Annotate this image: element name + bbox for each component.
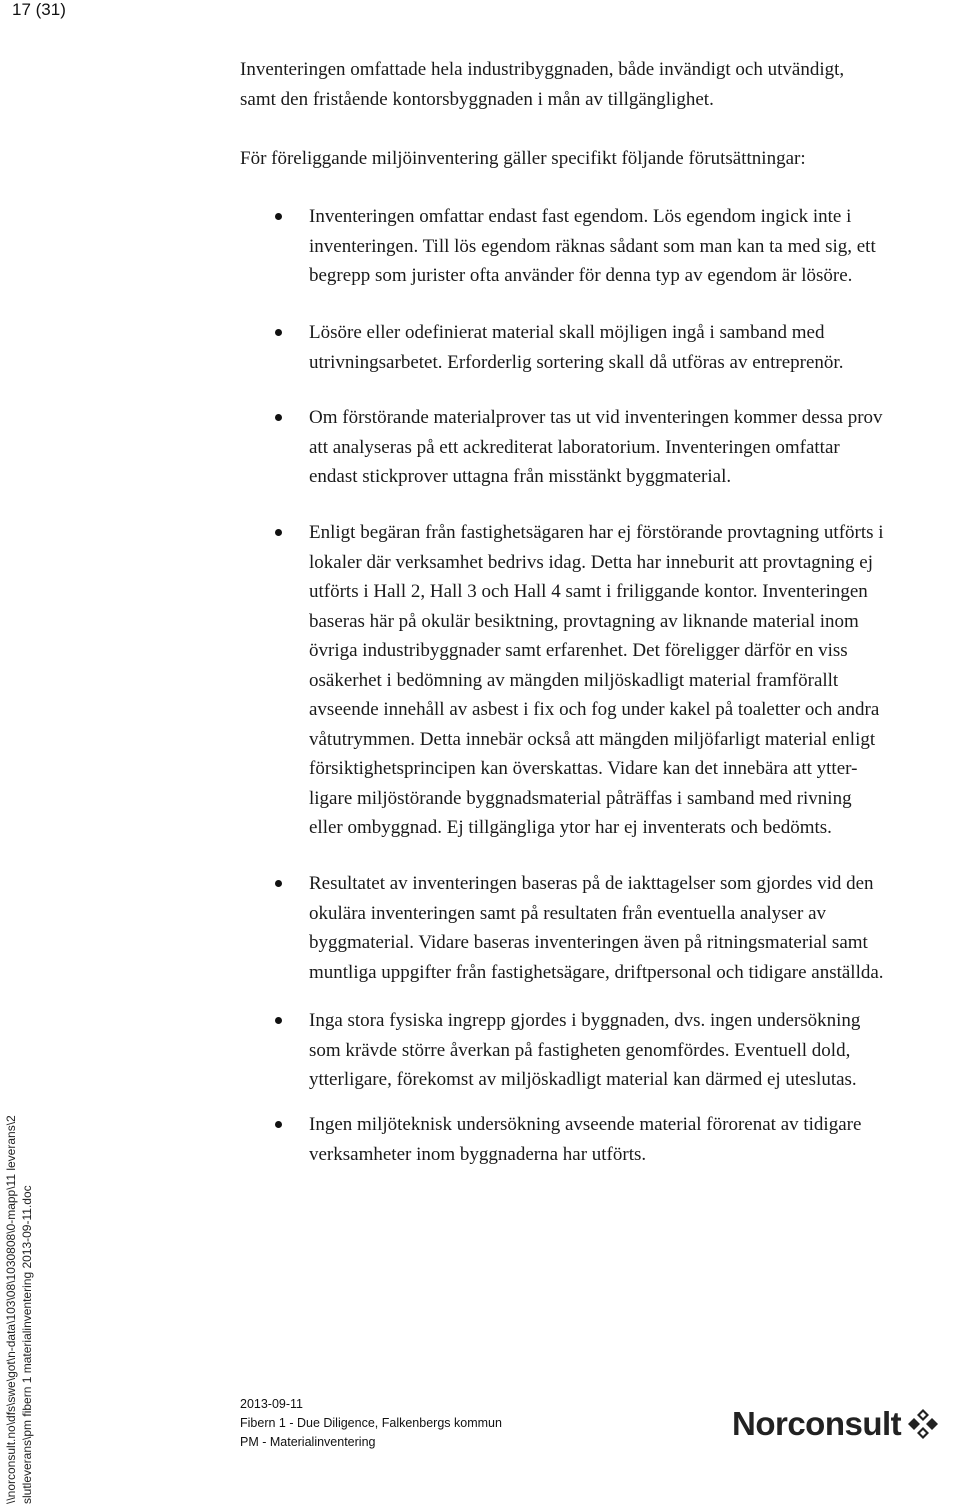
list-item-line: ligare miljöstörande byggnadsmaterial påträffas i samband med rivning [309, 787, 852, 809]
list-item-line: Om förstörande materialprover tas ut vid inventeringen kommer dessa prov [309, 407, 883, 428]
intro-line-2: samt den fristående kontorsbyggnaden i mån av tillgänglighet. [240, 89, 714, 110]
list-item-line: Enligt begäran från fastighetsägaren har ej förstörande provtagning utförts i [309, 522, 884, 543]
list-item-line: endast stickprover uttagna från misstänkt byggmaterial. [309, 466, 732, 487]
footer-date: 2013-09-11 [240, 1397, 304, 1411]
list-item-line: inventeringen. Till lös egendom räknas sådant som man kan ta med sig, ett [309, 235, 876, 257]
list-item [309, 403, 960, 492]
file-path-line-1: \\norconsult.no\dfs\swe\got\n-data\103\08\1030808\0-mapp\11 leverans\2 [4, 1115, 18, 1504]
list-item-line: att analyseras på ett ackrediterat laboratorium. Inventeringen omfattar [309, 436, 840, 458]
list-item [309, 1006, 960, 1095]
list-item-line: Resultatet av inventeringen baseras på de iakttagelser som gjordes vid den [309, 873, 874, 894]
file-path-line-2: slutleverans\pm fibern 1 materialinventering 2013-09-11.doc [20, 1185, 34, 1504]
list-item-line: eller ombyggnad. Ej tillgängliga ytor har ej inventerats och bedömts. [309, 817, 832, 838]
list-item-line: Ingen miljöteknisk undersökning avseende material förorenat av tidigare [309, 1114, 862, 1135]
page-number: 17 (31) [12, 0, 66, 19]
list-item-line: Inventeringen omfattar endast fast egendom. Lös egendom ingick inte i [309, 206, 852, 227]
list-item-line: Lösöre eller odefinierat material skall möjligen ingå i samband med [309, 322, 825, 343]
footer-doc-type: PM - Materialinventering [240, 1435, 376, 1449]
footer [240, 1395, 502, 1452]
list-item-line: okulära inventeringen samt på resultaten från eventuella analyser av [309, 902, 826, 924]
list-item-line: osäkerhet i bedömning av mängden miljöskadligt material framförallt [309, 669, 839, 691]
list-item-line: utrivningsarbetet. Erforderlig sortering skall då utföras av entreprenör. [309, 351, 844, 373]
list-item-line: ytterligare, förekomst av miljöskadligt material kan därmed ej uteslutas. [309, 1069, 857, 1090]
norconsult-logo [732, 1398, 954, 1450]
bullet-icon [275, 414, 282, 421]
list-item-line: begrepp som jurister ofta använder för denna typ av egendom är lösöre. [309, 265, 853, 286]
list-item [309, 318, 960, 377]
list-item-line: verksamheter inom byggnaderna har utförts. [309, 1143, 647, 1165]
bullet-icon [275, 880, 282, 887]
list-item-line: försiktighetsprincipen kan överskattas. Vidare kan det innebära att ytter- [309, 758, 858, 779]
bullet-icon [275, 1121, 282, 1128]
list-item-line: våtutrymmen. Detta innebär också att mängden miljöfarligt material enligt [309, 728, 876, 750]
list-item [309, 869, 960, 987]
list-item-line: baseras här på okulär besiktning, provtagning av liknande material inom [309, 610, 859, 632]
list-item [309, 1110, 960, 1169]
bullet-icon [275, 329, 282, 336]
bullet-icon [275, 1017, 282, 1024]
list-item-line: övriga industribyggnader samt erfarenhet. Det föreligger därför en viss [309, 640, 848, 661]
footer-project: Fibern 1 - Due Diligence, Falkenbergs kommun [240, 1416, 502, 1430]
list-item-line: muntliga uppgifter från fastighetsägare, driftpersonal och tidigare anställda. [309, 961, 884, 983]
list-item-line: utförts i Hall 2, Hall 3 och Hall 4 samt i friliggande kontor. Inventeringen [309, 581, 868, 602]
bullet-icon [275, 529, 282, 536]
list-item-line: Inga stora fysiska ingrepp gjordes i byggnaden, dvs. ingen undersökning [309, 1010, 861, 1031]
list-item-line: avseende innehåll av asbest i fix och fog under kakel på toaletter och andra [309, 699, 880, 720]
bullet-icon [275, 213, 282, 220]
intro-line-1: Inventeringen omfattade hela industribyggnaden, både invändigt och utvändigt, [240, 59, 845, 80]
list-item-line: som krävde större åverkan på fastigheten genomfördes. Eventuell dold, [309, 1039, 851, 1061]
list-item-line: byggmaterial. Vidare baseras inventeringen även på ritningsmaterial samt [309, 932, 868, 953]
list-item-line: lokaler där verksamhet bedrivs idag. Detta har inneburit att provtagning ej [309, 551, 874, 573]
norconsult-diamond-icon [907, 1408, 939, 1440]
logo-wordmark: Norconsult [732, 1405, 902, 1442]
conditions-heading: För föreliggande miljöinventering gäller specifikt följande förutsättningar: [240, 148, 806, 169]
list-item [309, 202, 960, 291]
list-item [309, 518, 960, 843]
